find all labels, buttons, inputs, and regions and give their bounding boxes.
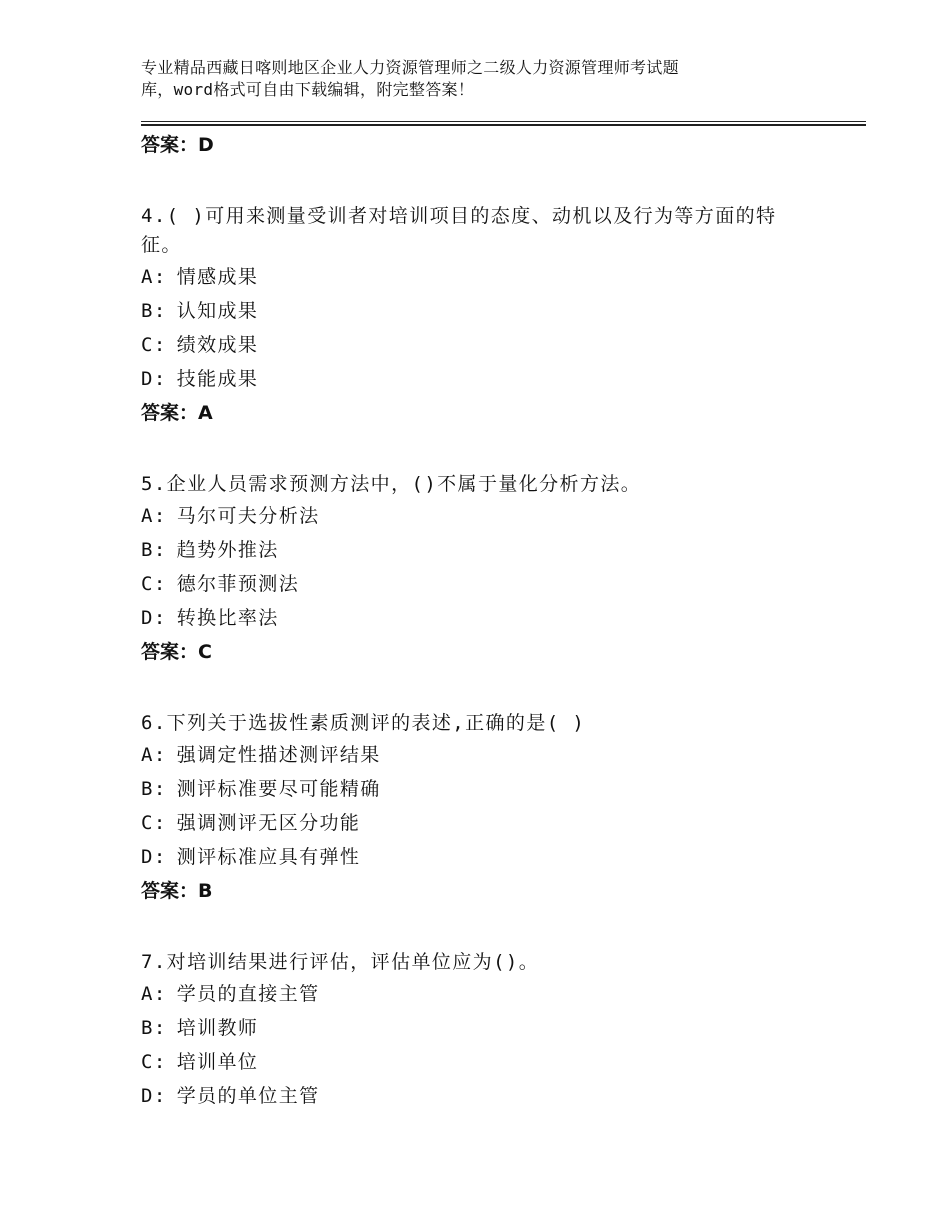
option-letter: D: xyxy=(141,846,167,868)
option-letter: C: xyxy=(141,1051,167,1073)
option-b xyxy=(141,1011,841,1045)
option-a xyxy=(141,977,841,1011)
question-text xyxy=(141,709,841,738)
option-text: 测评标准应具有弹性 xyxy=(176,846,361,868)
option-c xyxy=(141,806,841,840)
option-text: 培训单位 xyxy=(176,1051,259,1073)
option-letter: D: xyxy=(141,607,167,629)
option-d xyxy=(141,1079,841,1113)
question-block xyxy=(141,709,841,908)
option-text: 强调定性描述测评结果 xyxy=(176,744,381,766)
document-header xyxy=(141,57,781,101)
question-text-line: 6.下列关于选拔性素质测评的表述,正确的是( ) xyxy=(141,712,586,734)
question-text xyxy=(141,948,841,977)
answer-line: 答案：B xyxy=(141,880,213,902)
option-b xyxy=(141,533,841,567)
option-letter: B: xyxy=(141,778,167,800)
option-text: 强调测评无区分功能 xyxy=(176,812,361,834)
answer-line: 答案：D xyxy=(141,134,214,156)
option-b xyxy=(141,772,841,806)
option-letter: C: xyxy=(141,573,167,595)
question-text-line: 4.( )可用来测量受训者对培训项目的态度、动机以及行为等方面的特 xyxy=(141,205,777,227)
option-text: 绩效成果 xyxy=(176,334,259,356)
option-text: 技能成果 xyxy=(176,368,259,390)
option-text: 学员的直接主管 xyxy=(176,983,320,1005)
option-letter: D: xyxy=(141,1085,167,1107)
option-letter: C: xyxy=(141,812,167,834)
question-text-line: 7.对培训结果进行评估，评估单位应为()。 xyxy=(141,951,540,973)
question-block xyxy=(141,470,841,669)
option-letter: C: xyxy=(141,334,167,356)
option-text: 培训教师 xyxy=(176,1017,259,1039)
option-a xyxy=(141,738,841,772)
question-text-line: 征。 xyxy=(141,234,182,256)
document-body xyxy=(141,128,841,1113)
option-letter: D: xyxy=(141,368,167,390)
option-b xyxy=(141,294,841,328)
option-d xyxy=(141,601,841,635)
option-text: 德尔菲预测法 xyxy=(176,573,300,595)
option-letter: B: xyxy=(141,1017,167,1039)
option-letter: A: xyxy=(141,266,167,288)
header-line-2: 库，word格式可自由下载编辑，附完整答案！ xyxy=(141,80,475,99)
option-c xyxy=(141,567,841,601)
option-letter: B: xyxy=(141,300,167,322)
option-letter: B: xyxy=(141,539,167,561)
option-a xyxy=(141,499,841,533)
option-text: 认知成果 xyxy=(176,300,259,322)
question-text xyxy=(141,470,841,499)
option-c xyxy=(141,328,841,362)
option-text: 情感成果 xyxy=(176,266,259,288)
header-divider-thick xyxy=(141,124,866,126)
option-a xyxy=(141,260,841,294)
option-letter: A: xyxy=(141,744,167,766)
question-text xyxy=(141,202,841,260)
question-text-line: 5.企业人员需求预测方法中，()不属于量化分析方法。 xyxy=(141,473,642,495)
option-text: 趋势外推法 xyxy=(176,539,279,561)
option-text: 转换比率法 xyxy=(176,607,279,629)
answer-line: 答案：C xyxy=(141,641,212,663)
option-d xyxy=(141,362,841,396)
option-letter: A: xyxy=(141,983,167,1005)
option-d xyxy=(141,840,841,874)
header-line-1: 专业精品西藏日喀则地区企业人力资源管理师之二级人力资源管理师考试题 xyxy=(141,58,679,77)
header-divider-thin xyxy=(141,121,866,122)
option-text: 马尔可夫分析法 xyxy=(176,505,320,527)
question-block xyxy=(141,948,841,1113)
option-text: 学员的单位主管 xyxy=(176,1085,320,1107)
option-letter: A: xyxy=(141,505,167,527)
question-block xyxy=(141,202,841,430)
option-c xyxy=(141,1045,841,1079)
option-text: 测评标准要尽可能精确 xyxy=(176,778,381,800)
answer-line: 答案：A xyxy=(141,402,213,424)
